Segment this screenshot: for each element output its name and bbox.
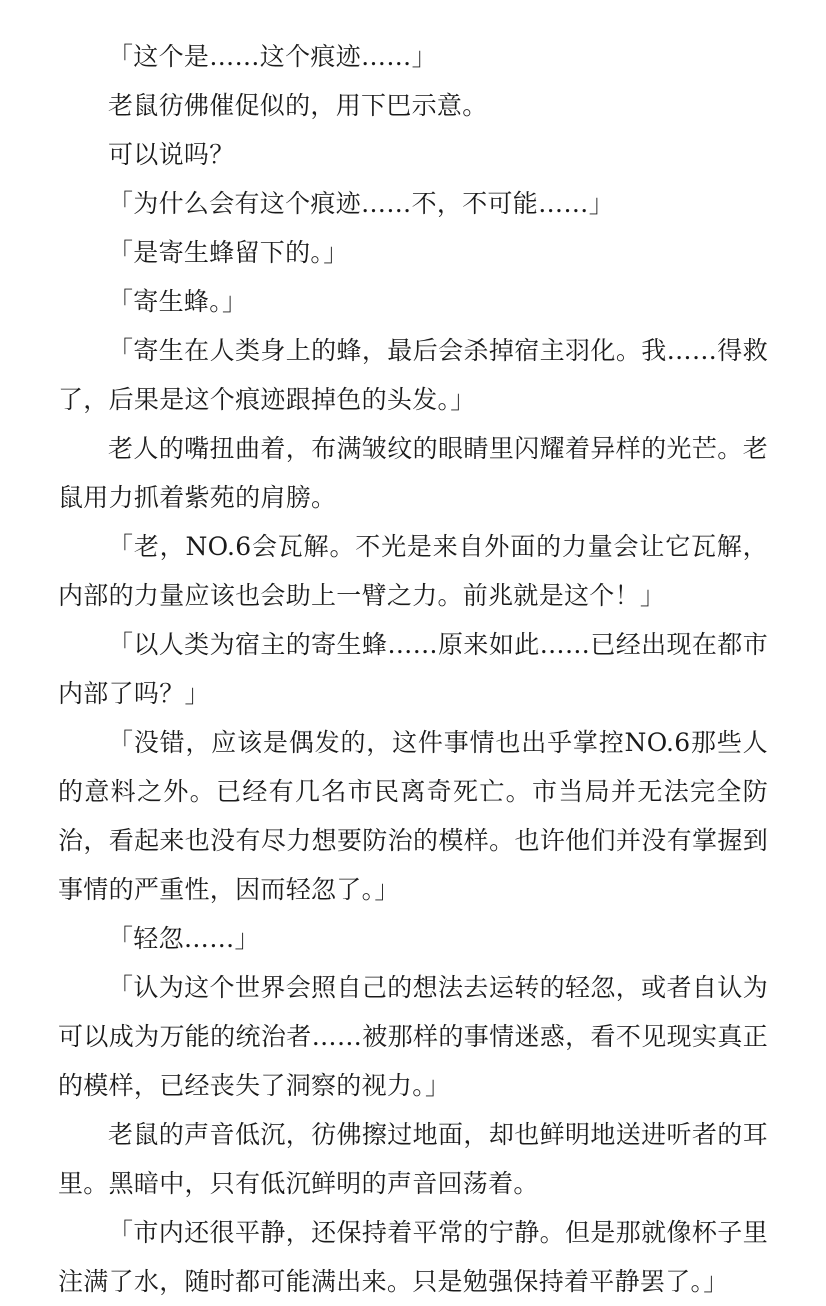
- paragraph: 「市内还很平静，还保持着平常的宁静。但是那就像杯子里注满了水，随时都可能满出来。只是勉强保持着平静罢了。」: [58, 1218, 768, 1296]
- paragraph: 「以人类为宿主的寄生蜂……原来如此……已经出现在都市内部了吗？」: [58, 630, 768, 708]
- paragraph: 老人的嘴扭曲着，布满皱纹的眼睛里闪耀着异样的光芒。老鼠用力抓着紫苑的肩膀。: [58, 434, 768, 512]
- paragraph: 「寄生蜂。」: [108, 287, 248, 316]
- paragraph: 老鼠的声音低沉，彷佛擦过地面，却也鲜明地送进听者的耳里。黑暗中，只有低沉鲜明的声音回荡着。: [58, 1120, 768, 1198]
- paragraph: 可以说吗？: [108, 140, 235, 169]
- paragraph: 「认为这个世界会照自己的想法去运转的轻忽，或者自认为可以成为万能的统治者……被那样的事情迷惑，看不见现实真正的模样，已经丧失了洞察的视力。」: [58, 973, 768, 1100]
- page-body: [58, 32, 768, 1306]
- paragraph: 「这个是……这个痕迹……」: [108, 42, 437, 71]
- paragraph: 「是寄生蜂留下的。」: [108, 238, 349, 267]
- paragraph: 「为什么会有这个痕迹……不，不可能……」: [108, 189, 615, 218]
- paragraph: 「老，NO.6会瓦解。不光是来自外面的力量会让它瓦解，内部的力量应该也会助上一臂之力。前兆就是这个！」: [58, 532, 768, 610]
- paragraph: 「寄生在人类身上的蜂，最后会杀掉宿主羽化。我……得救了，后果是这个痕迹跟掉色的头发。」: [58, 336, 768, 414]
- paragraph: 「轻忽……」: [108, 924, 260, 953]
- paragraph: 「没错，应该是偶发的，这件事情也出乎掌控NO.6那些人的意料之外。已经有几名市民离奇死亡。市当局并无法完全防治，看起来也没有尽力想要防治的模样。也许他们并没有掌握到事情的严重性，因而轻忽了。」: [58, 728, 768, 904]
- paragraph: 老鼠彷佛催促似的，用下巴示意。: [108, 91, 488, 120]
